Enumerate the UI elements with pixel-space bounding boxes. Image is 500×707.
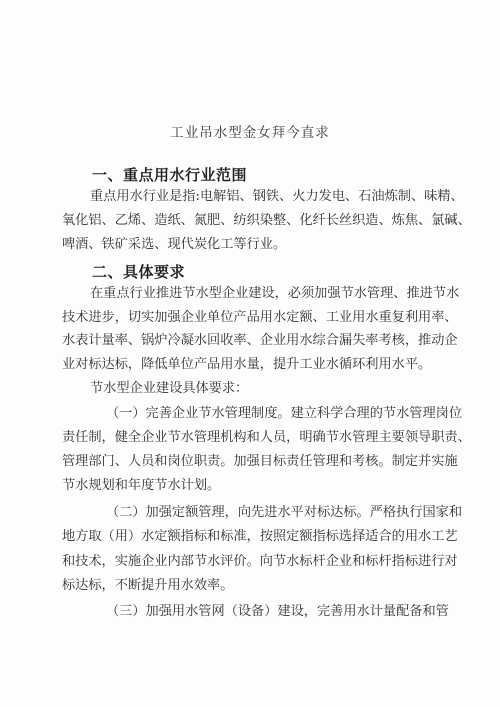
- paragraph-line: 水表计量率、锅炉冷凝水回收率、企业用水综合漏失率考核，推动企: [62, 333, 458, 348]
- paragraph-line: 啤酒、铁矿采选、现代炭化工等行业。: [62, 237, 287, 252]
- paragraph-line: 责任制，健全企业节水管理机构和人员，明确节水管理主要领导职责、: [62, 430, 471, 445]
- paragraph-line: 地方取（用）水定额指标和标准，按照定额指标选择适合的用水工艺: [62, 529, 458, 544]
- paragraph-line: （二）加强定额管理，向先进水平对标达标。严格执行国家和: [106, 505, 463, 520]
- section-heading-requirements: 二、具体要求: [92, 263, 186, 281]
- section-heading-scope: 一、重点用水行业范围: [92, 166, 248, 184]
- paragraph-line: 标达标，不断提升用水效率。: [62, 578, 234, 593]
- paragraph-line: 在重点行业推进节水型企业建设，必须加强节水管理、推进节水: [90, 286, 460, 301]
- paragraph-line: （三）加强用水管网（设备）建设，完善用水计量配备和管: [106, 604, 449, 619]
- paragraph-line: （一）完善企业节水管理制度。建立科学合理的节水管理岗位: [106, 406, 463, 421]
- paragraph-line: 技术进步，切实加强企业单位产品用水定额、工业用水重复利用率、: [62, 310, 458, 325]
- paragraph-line: 管理部门、人员和岗位职责。加强目标责任管理和考核。制定并实施: [62, 454, 458, 469]
- paragraph-line: 和技术，实施企业内部节水评价。向节水标杆企业和标杆指标进行对: [62, 554, 458, 569]
- paragraph-line: 重点用水行业是指:电解铝、钢铁、火力发电、石油炼制、味精、: [90, 189, 464, 204]
- document-title: 工业吊水型金女拜今直求: [170, 125, 330, 141]
- paragraph-line: 氧化铝、乙烯、造纸、氮肥、纺织染整、化纤长丝织造、炼焦、氯碱、: [62, 213, 471, 228]
- paragraph-line: 节水规划和年度节水计划。: [62, 478, 221, 493]
- paragraph-line: 节水型企业建设具体要求：: [90, 381, 249, 396]
- paragraph-line: 业对标达标，降低单位产品用水量，提升工业水循环利用水平。: [62, 357, 432, 372]
